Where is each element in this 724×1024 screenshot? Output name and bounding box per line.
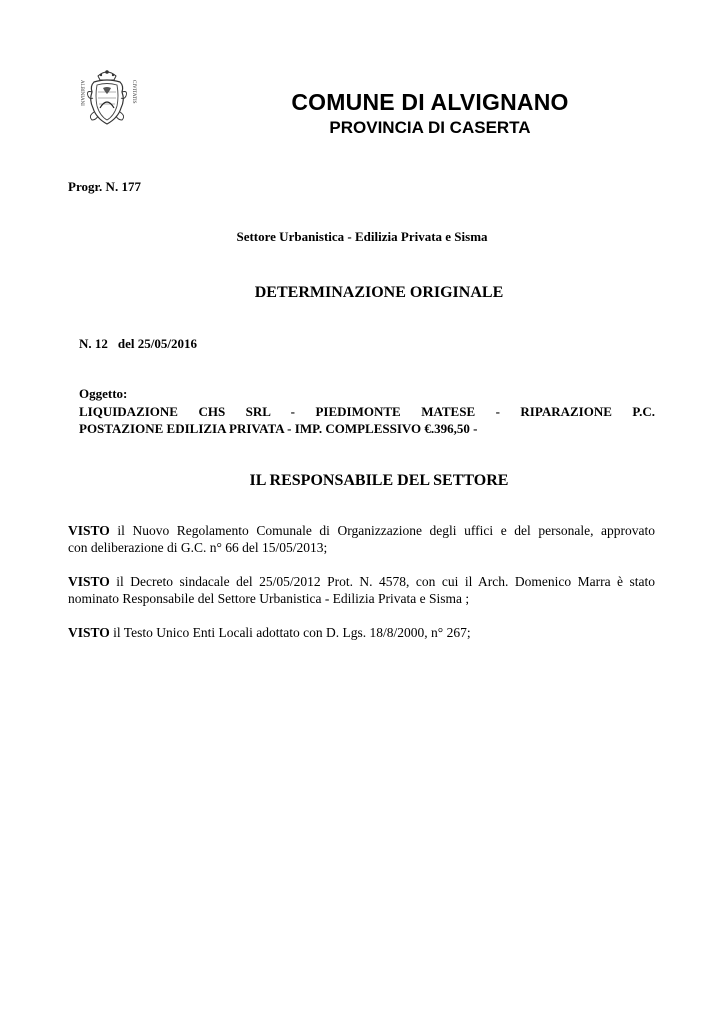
paragraph-text: il Nuovo Regolamento Comunale di Organizzazione degli uffici e del personale, approvato [117, 523, 656, 538]
responsabile-heading: IL RESPONSABILE DEL SETTORE [249, 472, 509, 489]
sector-name: Settore Urbanistica - Edilizia Privata e Sisma [236, 229, 488, 244]
visto-paragraph [68, 624, 655, 641]
paragraph-text: il Testo Unico Enti Locali adottato con D. Lgs. 18/8/2000, n° 267; [113, 625, 471, 640]
determination-number-date [79, 336, 197, 352]
crest-left-text: ALBINIANI [79, 80, 84, 106]
subject-line: POSTAZIONE EDILIZIA PRIVATA - IMP. COMPLESSIVO €.396,50 - [79, 421, 478, 436]
municipality-title: COMUNE DI ALVIGNANO [291, 89, 569, 115]
document-type-heading: DETERMINAZIONE ORIGINALE [254, 284, 504, 301]
crest-right-text: CIVITATIS [131, 80, 136, 104]
province-title: PROVINCIA DI CASERTA [329, 118, 531, 137]
visto-paragraph [68, 522, 655, 556]
progressive-number: Progr. N. 177 [68, 179, 141, 194]
subject-text [79, 403, 655, 437]
visto-paragraph [68, 573, 655, 607]
visto-keyword: VISTO [68, 574, 110, 589]
municipal-coat-of-arms-icon [76, 66, 138, 132]
determination-date: del 25/05/2016 [117, 336, 197, 351]
subject-line: LIQUIDAZIONE CHS SRL - PIEDIMONTE MATESE - RIPARAZIONE P.C. [79, 404, 655, 419]
paragraph-text: nominato Responsabile del Settore Urbanistica - Edilizia Privata e Sisma ; [68, 591, 470, 606]
visto-keyword: VISTO [68, 523, 110, 538]
paragraph-text: con deliberazione di G.C. n° 66 del 15/05/2013; [68, 540, 328, 555]
paragraph-text: il Decreto sindacale del 25/05/2012 Prot. N. 4578, con cui il Arch. Domenico Marra è stato [116, 574, 656, 589]
visto-keyword: VISTO [68, 625, 110, 640]
determination-number: N. 12 [79, 336, 108, 351]
subject-label: Oggetto: [79, 386, 128, 401]
